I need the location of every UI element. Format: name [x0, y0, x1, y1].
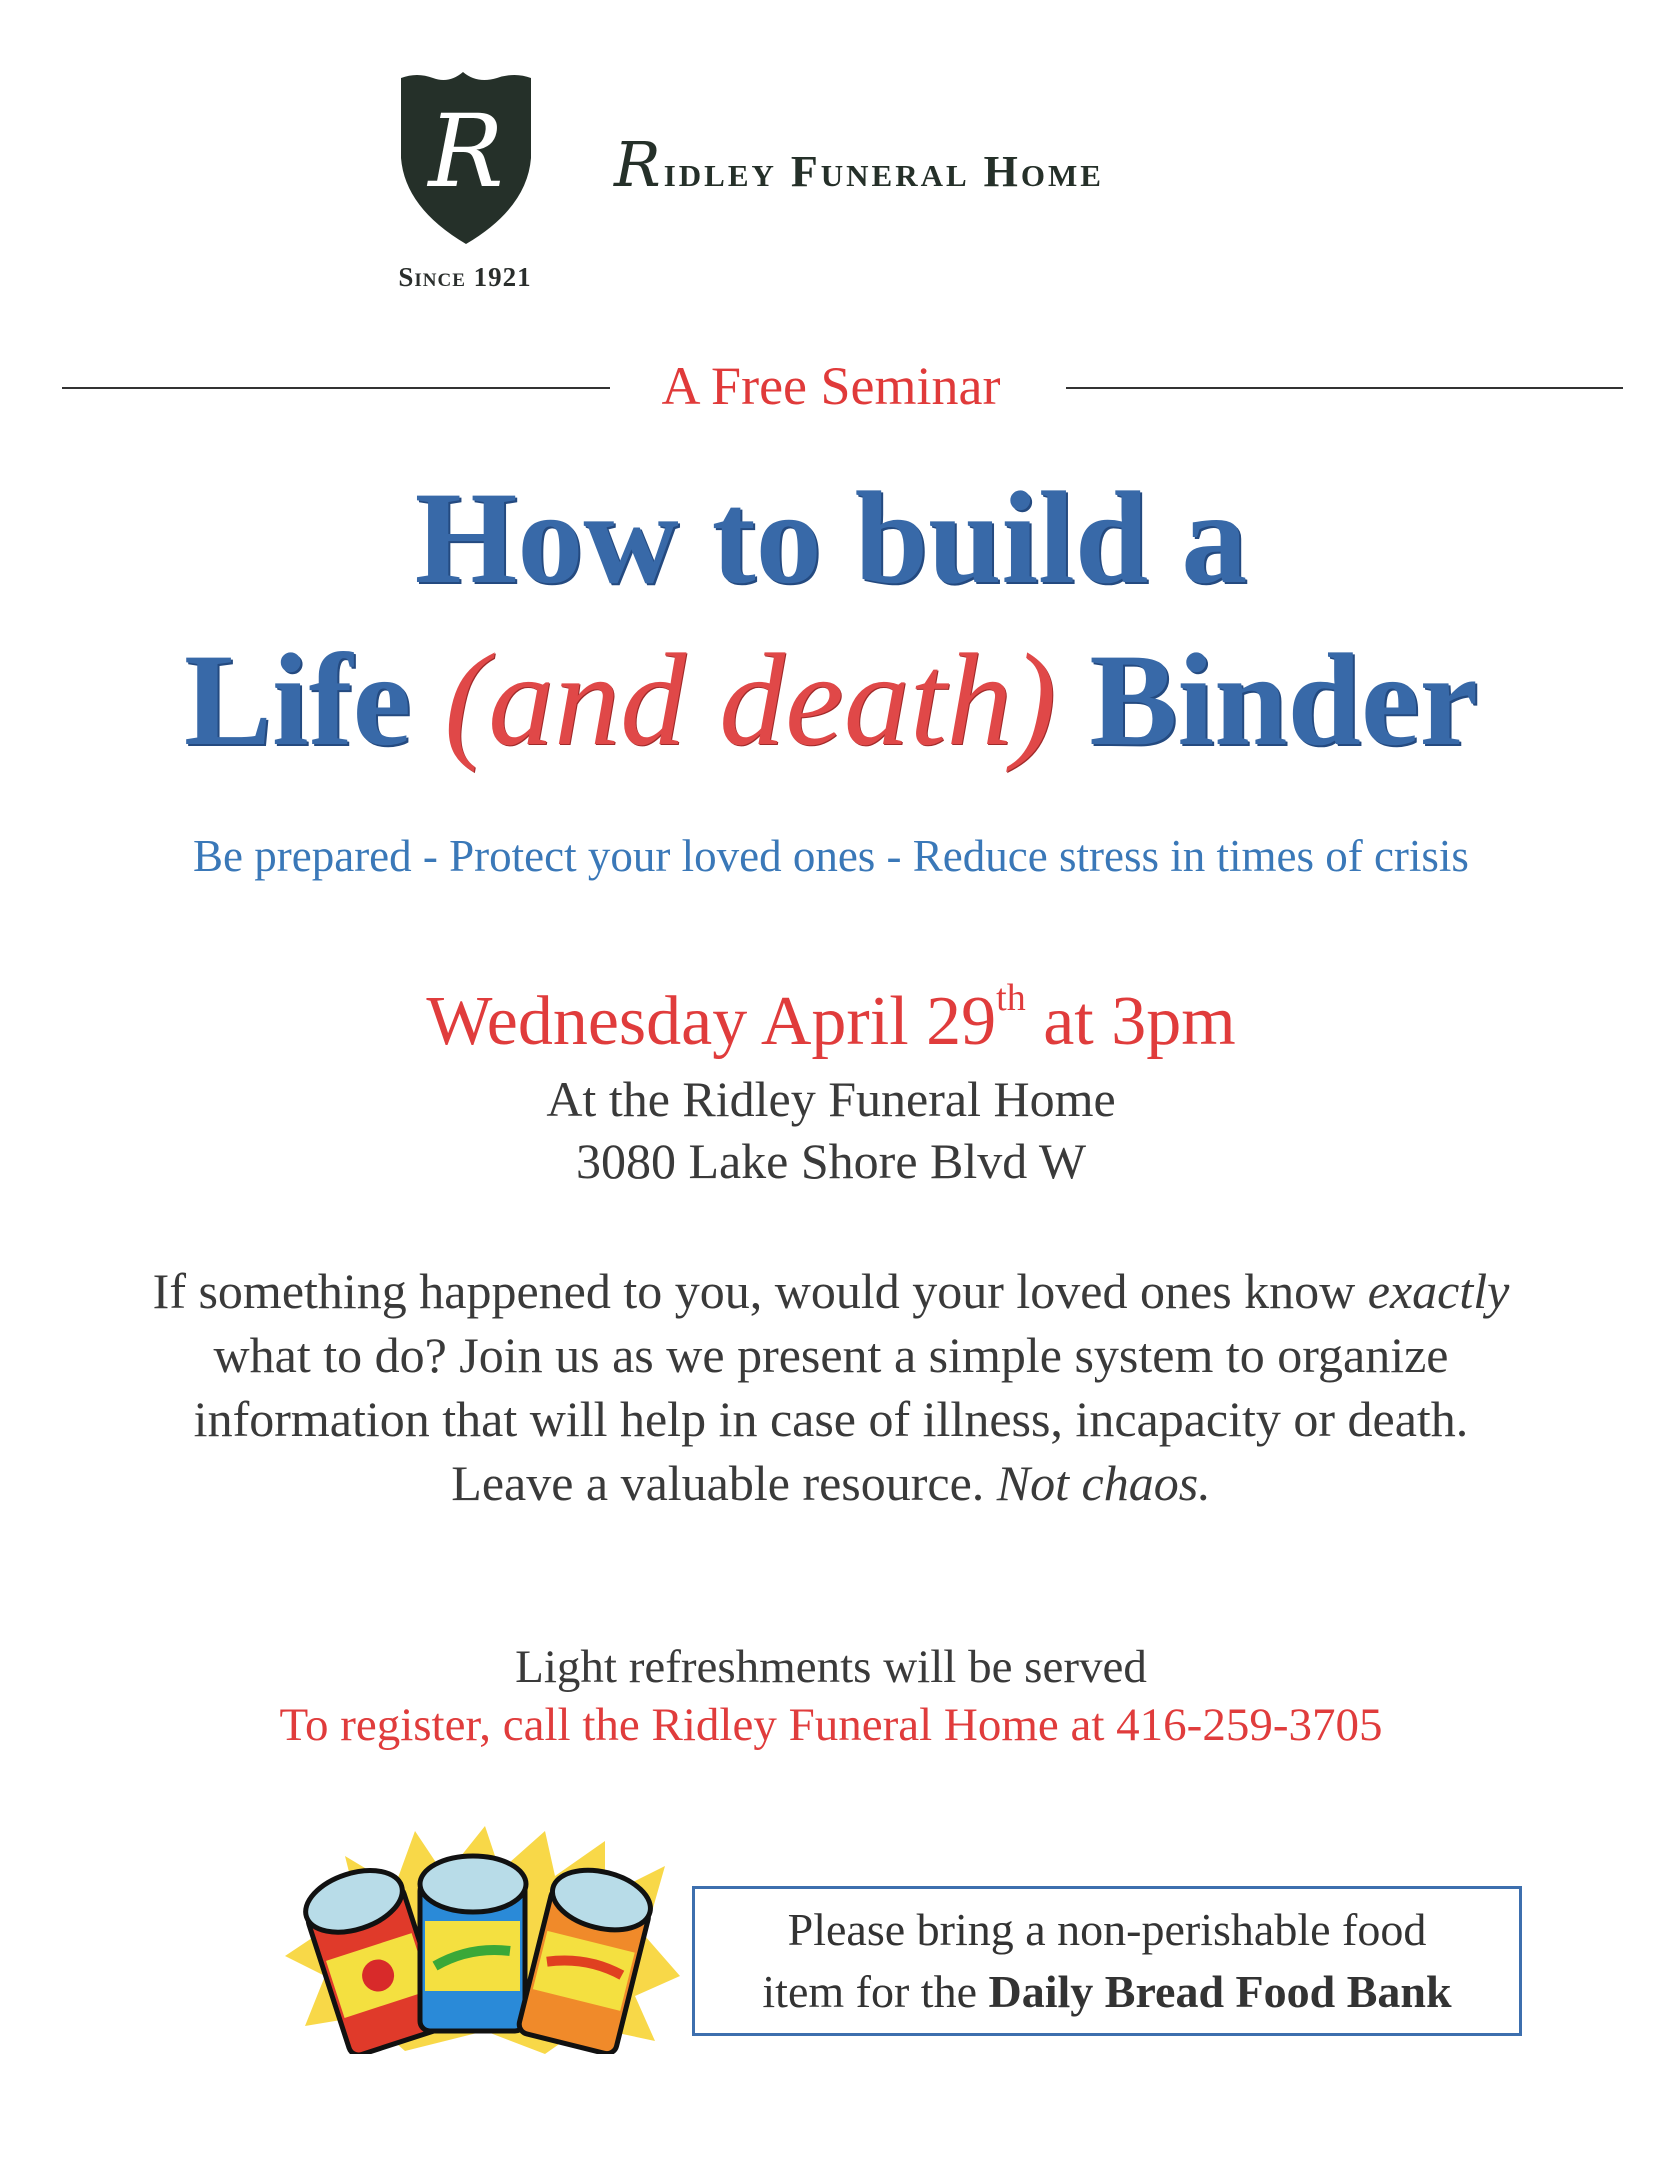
tagline: Be prepared - Protect your loved ones - Reduce stress in times of crisis: [193, 831, 1469, 881]
since-year: Since 1921: [398, 262, 532, 292]
svg-text:R: R: [428, 93, 504, 210]
body-line: If something happened to you, would your loved ones know exactly: [152, 1263, 1510, 1319]
register-info: To register, call the Ridley Funeral Home at 416-259-3705: [279, 1699, 1383, 1751]
body-line: information that will help in case of illness, incapacity or death.: [193, 1391, 1469, 1447]
title-line-1: How to build a: [414, 464, 1248, 611]
body-line: what to do? Join us as we present a simple system to organize: [213, 1327, 1449, 1383]
brand-name: Ridley Funeral Home: [614, 128, 1104, 201]
event-date: Wednesday April 29th at 3pm: [426, 977, 1236, 1060]
refreshments-note: Light refreshments will be served: [515, 1641, 1147, 1693]
event-location: At the Ridley Funeral Home: [546, 1071, 1116, 1127]
food-drive-notice: [692, 1886, 1522, 2036]
shield-logo-icon: [397, 68, 535, 244]
food-drive-line-2: item for the Daily Bread Food Bank: [762, 1966, 1452, 2017]
food-cans-icon: [285, 1826, 685, 2054]
food-drive-line-1: Please bring a non-perishable food: [787, 1904, 1427, 1955]
body-line: Leave a valuable resource. Not chaos.: [451, 1455, 1211, 1511]
seminar-kicker: A Free Seminar: [661, 356, 1001, 416]
title-line-2: Life (and death) Binder: [183, 626, 1479, 773]
event-address: 3080 Lake Shore Blvd W: [575, 1133, 1087, 1189]
